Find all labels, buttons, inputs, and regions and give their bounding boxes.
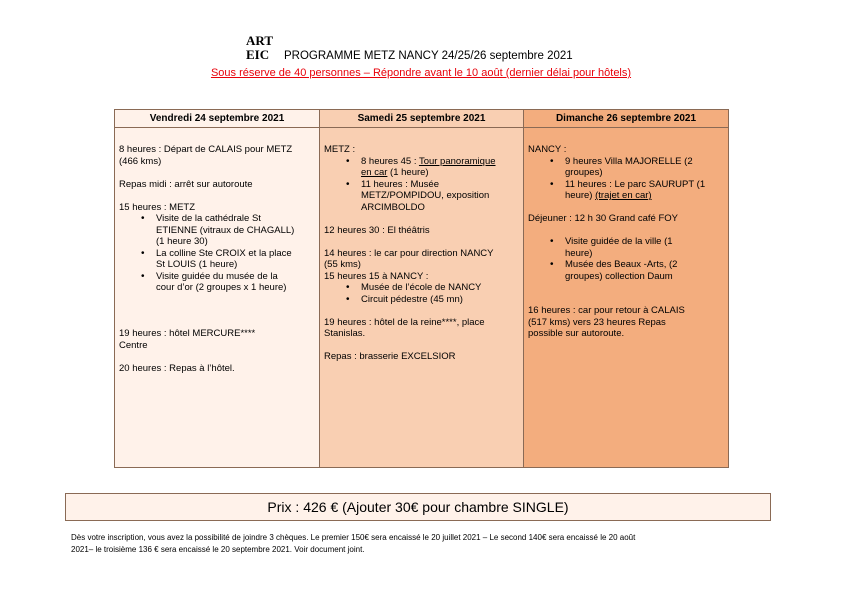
list-item [119,248,315,271]
footnote-line: Dès votre inscription, vous avez la possibilité de joindre 3 chèques. Le premier 150€ sera encaissé le 20 juillet 2021 – Le second 140€ sera encaissé le 20 août [71,533,636,542]
list-item [324,179,519,214]
list-item-text: cour d’or (2 groupes x 1 heure) [156,282,287,293]
activity-text: possible sur autoroute. [528,328,625,339]
activity-text: Stanislas. [324,328,366,339]
list-item [324,294,519,306]
day-body-saturday [320,128,523,363]
logo-top-text: ART [246,33,273,48]
list-item-text [361,167,519,179]
list-item-text: groupes) [565,167,603,178]
activity-text: 15 heures : METZ [119,201,196,213]
list-item-text [565,190,724,202]
reservation-notice: Sous réserve de 40 personnes – Répondre avant le 10 août (dernier délai pour hôtels) [210,67,632,79]
list-item-text: • 11 heures : Le parc SAURUPT (1 [565,178,706,190]
list-item-text: • Musée des Beaux -Arts, (2 [565,259,678,270]
activity-list [324,156,519,214]
activity-text: 15 heures 15 à NANCY : [324,270,429,282]
list-item-text: • Visite guidée du musée de la [156,270,278,282]
footnote-line: 2021– le troisième 136 € sera encaissé le 20 septembre 2021. Voir document joint. [71,545,365,554]
list-item [528,156,724,179]
activity-text: Repas midi : arrêt sur autoroute [119,178,253,190]
list-item-text: ARCIMBOLDO [361,201,425,213]
tour-link-text: Tour panoramique [418,155,496,167]
activity-text: 19 heures : hôtel de la reine****, place [324,316,485,328]
activity-text: 14 heures : le car pour direction NANCY [324,247,494,259]
day-column-sunday [524,110,728,467]
activity-text: (466 kms) [119,155,162,167]
activity-text: 19 heures : hôtel MERCURE**** [119,328,256,339]
activity-text: NANCY : [528,144,567,155]
list-item-text: St LOUIS (1 heure) [156,259,238,270]
list-item-text [361,156,519,168]
transfer-link-text: (trajet en car) [595,190,652,201]
activity-text: Centre [119,339,148,351]
list-item-text-part: (1 heure) [387,167,429,178]
day-body-sunday [524,128,728,340]
list-item-text-part: 8 heures 45 : [361,155,419,167]
activity-text: Déjeuner : 12 h 30 Grand café FOY [528,213,678,224]
list-item [528,179,724,202]
activity-list [324,282,519,305]
document-title: PROGRAMME METZ NANCY 24/25/26 septembre 2021 [284,50,573,62]
list-item [119,271,315,294]
day-column-friday [115,110,320,467]
activity-text: (55 kms) [324,259,361,270]
list-item-text: METZ/POMPIDOU, exposition [361,190,490,201]
list-item-text: • La colline Ste CROIX et la place [156,247,292,259]
activity-list [528,236,724,282]
day-column-saturday [320,110,524,467]
list-item-text: • 11 heures : Musée [361,178,439,190]
activity-text: 12 heures 30 : El théâtris [324,224,430,236]
activity-text: (517 kms) vers 23 heures Repas [528,316,666,328]
artec-logo [246,34,272,68]
tour-link-text: en car [361,167,388,178]
list-item [324,156,519,179]
activity-text: Repas : brasserie EXCELSIOR [324,351,456,362]
day-heading-saturday: Samedi 25 septembre 2021 [320,110,523,128]
activity-text: 8 heures : Départ de CALAIS pour METZ [119,144,293,155]
list-item-text: • Circuit pédestre (45 mn) [361,293,463,305]
activity-text: METZ : [324,144,356,155]
list-item [528,259,724,282]
program-table [114,109,729,468]
list-item-text: groupes) collection Daum [565,270,673,282]
day-heading-sunday: Dimanche 26 septembre 2021 [524,110,728,128]
activity-list [119,213,315,294]
list-item-text-part: heure) [565,190,596,201]
activity-list [528,156,724,202]
list-item-text: heure) [565,247,593,259]
list-item-text: (1 heure 30) [156,236,208,247]
list-item-text: • Visite de la cathédrale St [156,213,261,224]
payment-footnote [71,532,776,556]
logo-bottom-text: EIC [246,47,270,62]
activity-text: 20 heures : Repas à l’hôtel. [119,362,235,374]
activity-text: 16 heures : car pour retour à CALAIS [528,305,685,316]
list-item-text: • Musée de l’école de NANCY [361,282,482,293]
list-item [119,213,315,248]
list-item-text: • Visite guidée de la ville (1 [565,236,673,247]
price-box: Prix : 426 € (Ajouter 30€ pour chambre SINGLE) [65,493,771,521]
list-item [528,236,724,259]
list-item-text: • 9 heures Villa MAJORELLE (2 [565,155,693,167]
day-body-friday [115,128,319,374]
list-item-text: ETIENNE (vitraux de CHAGALL) [156,224,295,236]
day-heading-friday: Vendredi 24 septembre 2021 [115,110,319,128]
list-item [324,282,519,294]
